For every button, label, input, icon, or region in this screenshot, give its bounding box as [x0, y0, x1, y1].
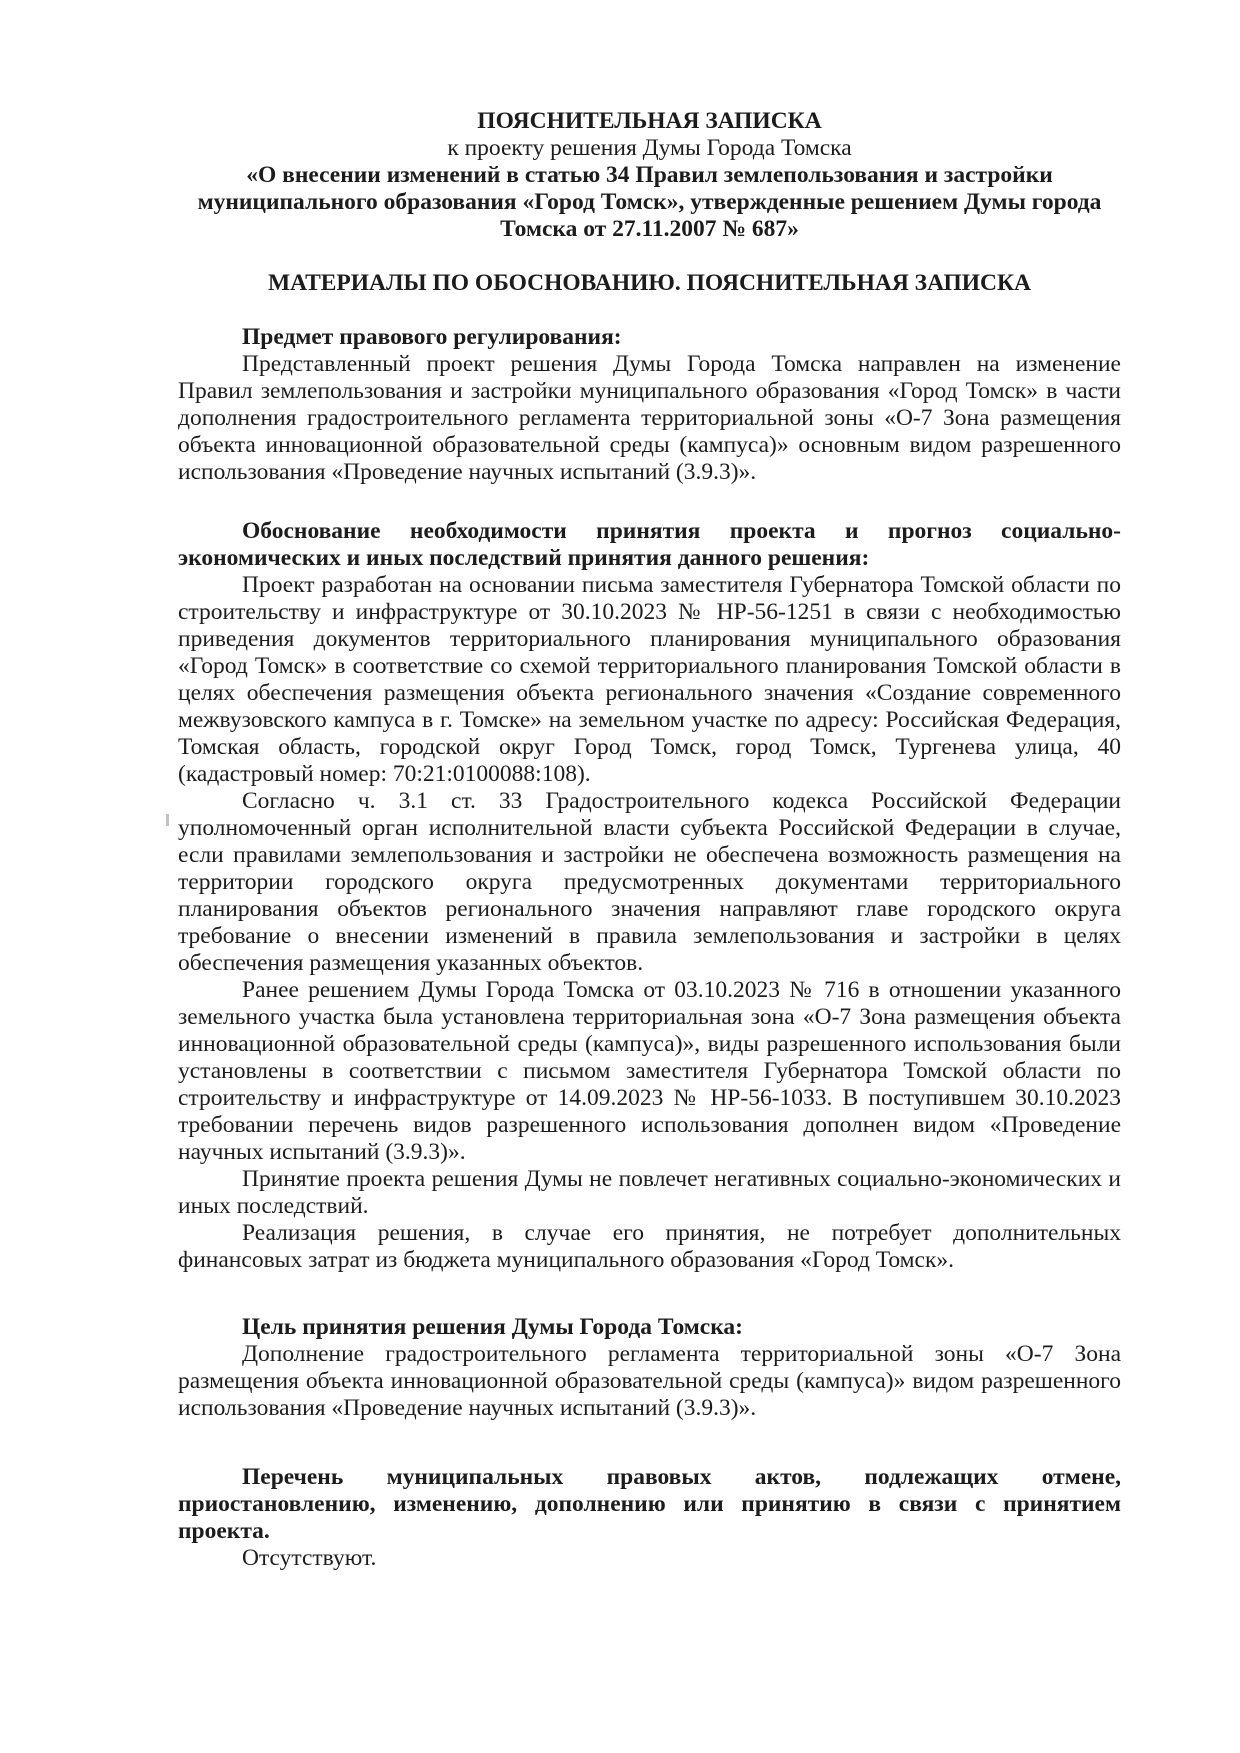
section-acts — [178, 1464, 1121, 1572]
section-justification — [178, 518, 1121, 1274]
section-subject — [178, 324, 1121, 486]
section-acts-text: Отсутствуют. — [242, 1545, 377, 1571]
section-acts-heading: Перечень муниципальных правовых актов, подлежащих отмене, приостановлению, изменению, дополнению или принятию в связи с принятием проекта. — [178, 1464, 1121, 1544]
justification-paragraph: Проект разработан на основании письма заместителя Губернатора Томской области по строительству и инфраструктуре от 30.10.2023 № НР-56-1251 в связи с необходимостью приведения документов территориального планирования муниципального образования «Город Томск» в соответствие со схемой территориального планирования Томской области в целях обеспечения размещения объекта регионального значения «Создание современного межвузовского кампуса в г. Томске» на земельном участке по адресу: Российская Федерация, Томская область, городской округ Город Томск, город Томск, Тургенева улица, 40 (кадастровый номер: 70:21:0100088:108). — [178, 572, 1121, 787]
section-goal-text: Дополнение градостроительного регламента территориальной зоны «О-7 Зона размещения объекта инновационной образовательной среды (кампуса)» видом разрешенного использования «Проведение научных испытаний (3.9.3)». — [178, 1341, 1121, 1421]
justification-paragraph: Реализация решения, в случае его принятия, не потребует дополнительных финансовых затрат из бюджета муниципального образования «Город Томск». — [178, 1220, 1121, 1273]
project-title-line-1: «О внесении изменений в статью 34 Правил землепользования и застройки — [246, 162, 1053, 188]
section-goal-heading: Цель принятия решения Думы Города Томска: — [242, 1314, 743, 1340]
justification-paragraph: Принятие проекта решения Думы не повлечет негативных социально-экономических и иных последствий. — [178, 1166, 1121, 1219]
section-justification-heading: Обоснование необходимости принятия проекта и прогноз социально-экономических и иных последствий принятия данного решения: — [178, 518, 1121, 571]
section-subject-heading: Предмет правового регулирования: — [242, 324, 622, 350]
section-subject-text: Представленный проект решения Думы Города Томска направлен на изменение Правил землепользования и застройки муниципального образования «Город Томск» в части дополнения градостроительного регламента территориальной зоны «О-7 Зона размещения объекта инновационной образовательной среды (кампуса)» основным видом разрешенного использования «Проведение научных испытаний (3.9.3)». — [178, 351, 1121, 485]
document-subtitle: к проекту решения Думы Города Томска — [447, 135, 852, 161]
justification-paragraph: Согласно ч. 3.1 ст. 33 Градостроительного кодекса Российской Федерации уполномоченный орган исполнительной власти субъекта Российской Федерации в случае, если правилами землепользования и застройки не обеспечена возможность размещения на территории городского округа предусмотренных документами территориального планирования объектов регионального значения направляют главе городского округа требование о внесении изменений в правила землепользования и застройки в целях обеспечения размещения указанных объектов. — [178, 788, 1121, 976]
materials-heading: МАТЕРИАЛЫ ПО ОБОСНОВАНИЮ. ПОЯСНИТЕЛЬНАЯ ЗАПИСКА — [267, 270, 1031, 296]
project-title-line-3: Томска от 27.11.2007 № 687» — [500, 216, 799, 242]
justification-paragraph: Ранее решением Думы Города Томска от 03.10.2023 № 716 в отношении указанного земельного участка была установлена территориальная зона «О-7 Зона размещения объекта инновационной образовательной среды (кампуса)», виды разрешенного использования были установлены в соответствии с письмом заместителя Губернатора Томской области по строительству и инфраструктуре от 14.09.2023 № НР-56-1033. В поступившем 30.10.2023 требовании перечень видов разрешенного использования дополнен видом «Проведение научных испытаний (3.9.3)». — [178, 977, 1121, 1165]
section-goal — [178, 1314, 1121, 1422]
document-title: ПОЯСНИТЕЛЬНАЯ ЗАПИСКА — [477, 108, 822, 134]
scan-mark — [166, 814, 169, 826]
document-body — [178, 108, 1121, 1572]
project-title-line-2: муниципального образования «Город Томск», утвержденные решением Думы города — [197, 189, 1102, 215]
